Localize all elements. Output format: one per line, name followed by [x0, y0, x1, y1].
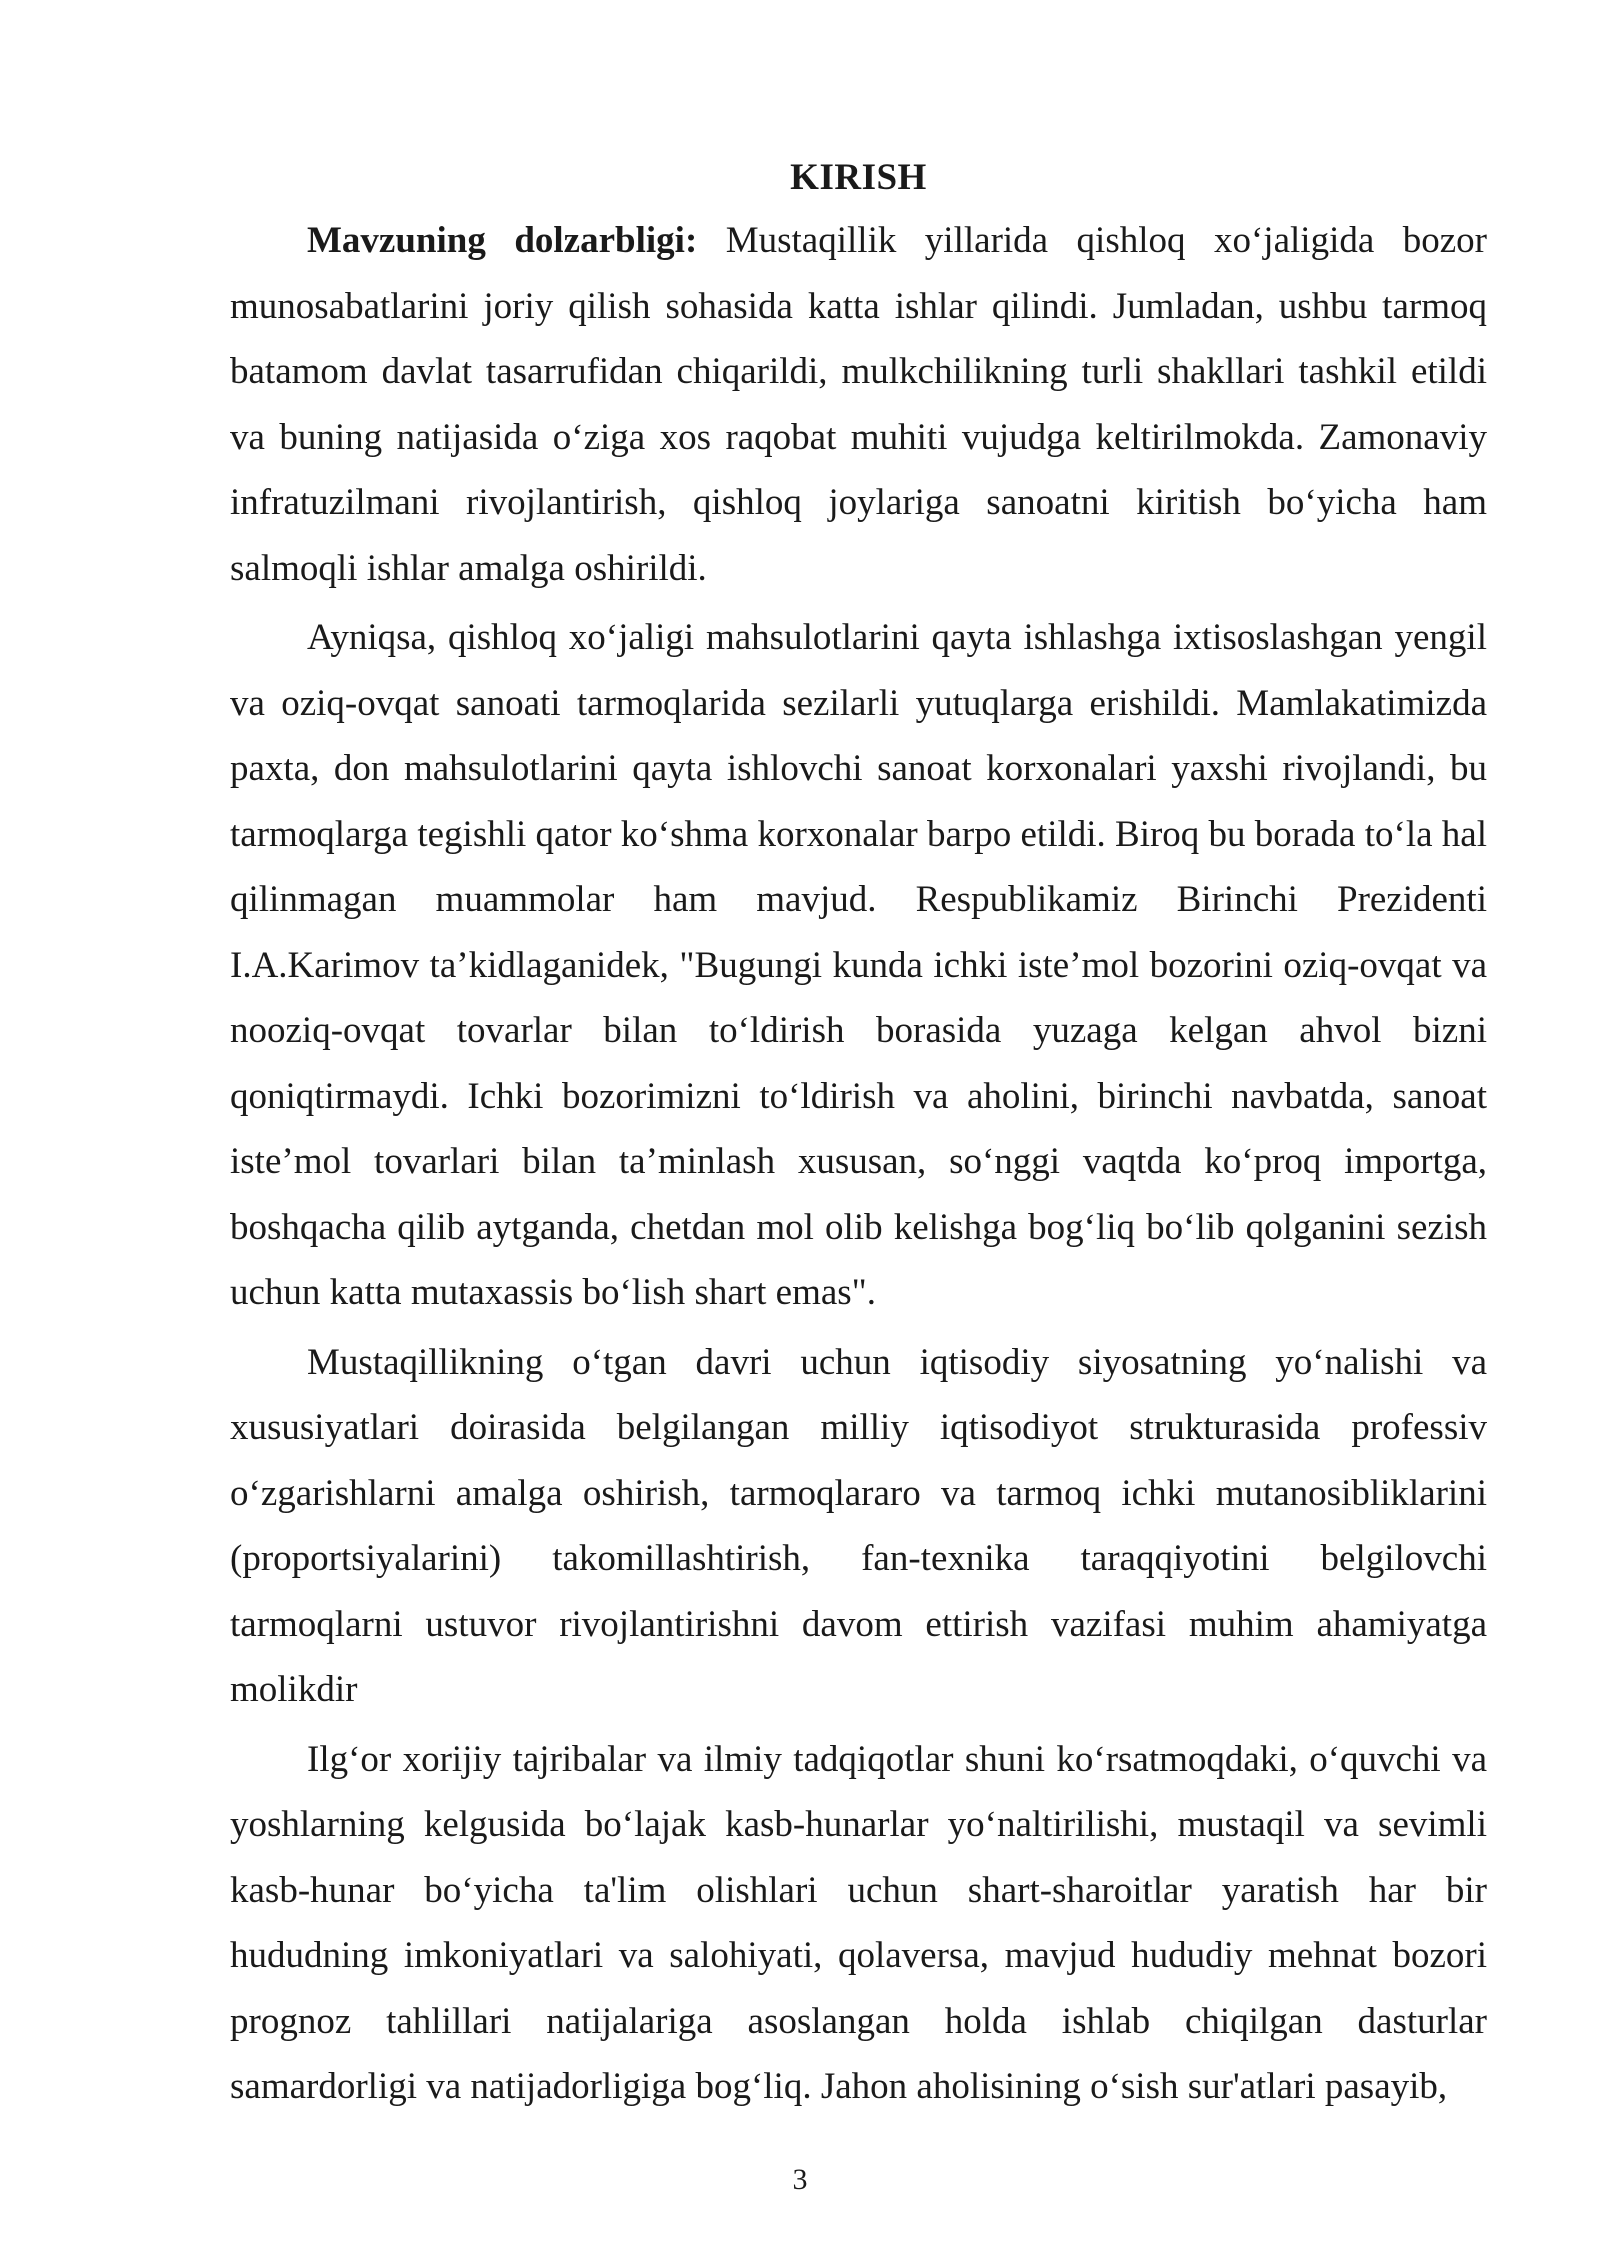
paragraph-text: Ilg‘or xorijiy tajribalar va ilmiy tadqiqotlar shuni ko‘rsatmoqdaki, o‘quvchi va yoshlarning kelgusida bo‘lajak kasb-hunarlar yo‘naltirilishi, mustaqil va sevimli kasb-hunar bo‘yicha ta'lim olishlari uchun shart-sharoitlar yaratish har bir hududning imkoniyatlari va salohiyati, qolaversa, mavjud hududiy mehnat bozori prognoz tahlillari natijalariga asoslangan holda ishlab chiqilgan dasturlar samardorligi va natijadorligiga bog‘liq. Jahon aholisining o‘sish sur'atlari pasayib,	[230, 1738, 1487, 2107]
paragraph-3	[230, 1330, 1487, 1723]
page-title: KIRISH	[790, 157, 927, 198]
paragraph-text: Mustaqillik yillarida qishloq xo‘jaligida bozor munosabatlarini joriy qilish sohasida katta ishlar qilindi. Jumladan, ushbu tarmoq batamom davlat tasarrufidan chiqarildi, mulkchilikning turli shakllari tashkil etildi va buning natijasida o‘ziga xos raqobat muhiti vujudga keltirilmokda. Zamonaviy infratuzilmani rivojlantirish, qishloq joylariga sanoatni kiritish bo‘yicha ham salmoqli ishlar amalga oshirildi.	[230, 220, 1487, 589]
page-number: 3	[792, 2163, 808, 2196]
paragraph-text: Ayniqsa, qishloq xo‘jaligi mahsulotlarini qayta ishlashga ixtisoslashgan yengil va oziq-ovqat sanoati tarmoqlarida sezilarli yutuqlarga erishildi. Mamlakatimizda paxta, don mahsulotlarini qayta ishlovchi sanoat korxonalari yaxshi rivojlandi, bu tarmoqlarga tegishli qator ko‘shma korxonalar barpo etildi. Biroq bu borada to‘la hal qilinmagan muammolar ham mavjud. Respublikamiz Birinchi Prezidenti I.A.Karimov ta’kidlaganidek, "Bugungi kunda ichki iste’mol bozorini oziq-ovqat va nooziq-ovqat tovarlar bilan to‘ldirish borasida yuzaga kelgan ahvol bizni qoniqtirmaydi. Ichki bozorimizni to‘ldirish va aholini, birinchi navbatda, sanoat iste’mol tovarlari bilan ta’minlash xususan, so‘nggi vaqtda ko‘proq importga, boshqacha qilib aytganda, chetdan mol olib kelishga bog‘liq bo‘lib qolganini sezish uchun katta mutaxassis bo‘lish shart emas".	[230, 617, 1487, 1313]
paragraph-2	[230, 605, 1487, 1326]
paragraph-text: Mustaqillikning o‘tgan davri uchun iqtisodiy siyosatning yo‘nalishi va xususiyatlari doirasida belgilangan milliy iqtisodiyot strukturasida professiv o‘zgarishlarni amalga oshirish, tarmoqlararo va tarmoq ichki mutanosibliklarini (proportsiyalarini) takomillashtirish, fan-texnika taraqqiyotini belgilovchi tarmoqlarni ustuvor rivojlantirishni davom ettirish vazifasi muhim ahamiyatga molikdir	[230, 1341, 1487, 1710]
paragraph-lead: Mavzuning dolzarbligi:	[307, 220, 698, 261]
text-body	[230, 148, 1487, 2124]
paragraph-1	[230, 208, 1487, 601]
paragraph-4	[230, 1727, 1487, 2120]
